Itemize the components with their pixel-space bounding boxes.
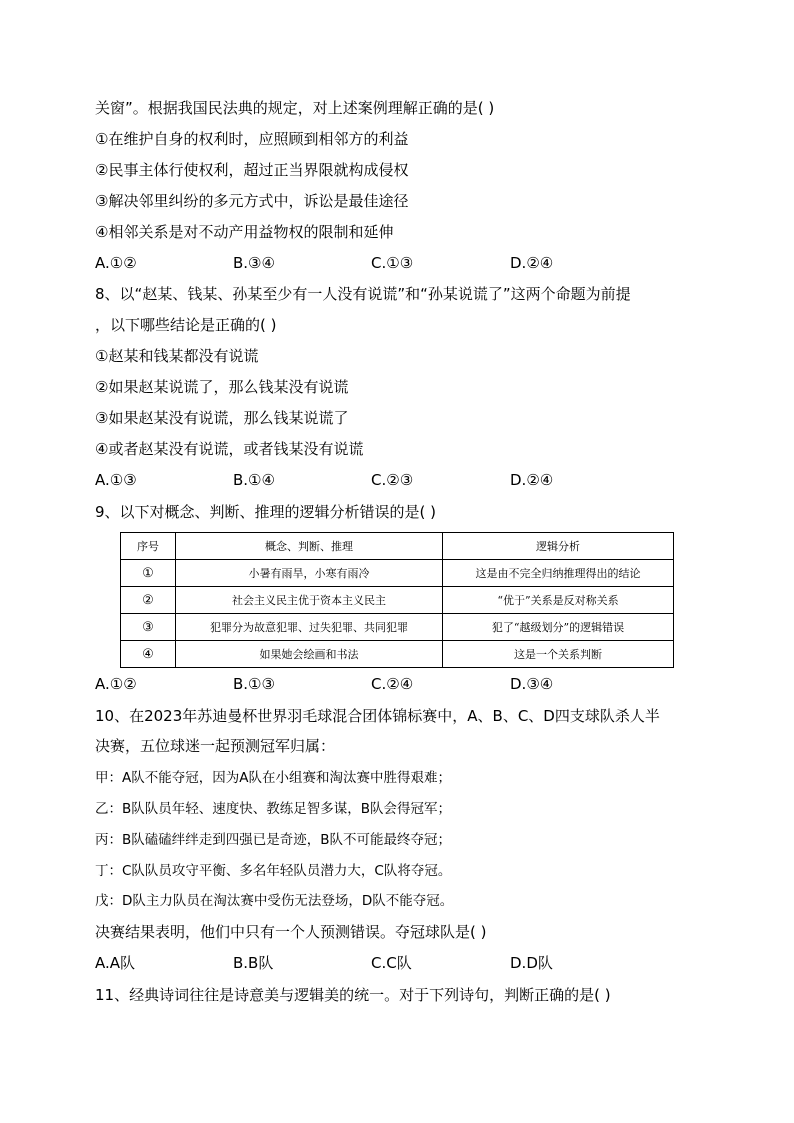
- q9-option-b: B.①③: [233, 675, 275, 693]
- q7-stem-tail: 关窗”。根据我国民法典的规定，对上述案例理解正确的是( ): [95, 99, 495, 117]
- q7-item-2: ②民事主体行使权利，超过正当界限就构成侵权: [95, 161, 409, 179]
- q8-item-2: ②如果赵某说谎了，那么钱某没有说谎: [95, 378, 349, 396]
- logic-analysis-table: [120, 532, 674, 668]
- q8-stem-line-1: 8、以“赵某、钱某、孙某至少有一人没有说谎”和“孙某说谎了”这两个命题为前提: [95, 285, 631, 303]
- table-cell-index: ③: [121, 614, 176, 641]
- q7-item-3: ③解决邻里纠纷的多元方式中，诉讼是最佳途径: [95, 192, 409, 210]
- q8-option-b: B.①④: [233, 471, 275, 489]
- q7-option-c: C.①③: [371, 254, 414, 272]
- q10-result: 决赛结果表明，他们中只有一个人预测错误。夺冠球队是( ): [95, 923, 487, 941]
- q7-option-b: B.③④: [233, 254, 275, 272]
- q7-item-1: ①在维护自身的权利时，应照顾到相邻方的利益: [95, 130, 409, 148]
- q8-stem-line-2: ，以下哪些结论是正确的( ): [95, 316, 277, 334]
- q10-prediction-wu: 戊：D队主力队员在淘汰赛中受伤无法登场，D队不能夺冠。: [95, 893, 454, 909]
- q9-option-c: C.②④: [371, 675, 414, 693]
- table-cell-statement: 犯罪分为故意犯罪、过失犯罪、共同犯罪: [176, 614, 443, 641]
- q10-option-c: C.C队: [371, 954, 412, 972]
- q10-prediction-jia: 甲：A队不能夺冠，因为A队在小组赛和淘汰赛中胜得艰难；: [95, 770, 451, 786]
- q11-stem: 11、经典诗词往往是诗意美与逻辑美的统一。对于下列诗句，判断正确的是( ): [95, 986, 611, 1004]
- table-row: [121, 641, 674, 668]
- table-cell-statement: 如果她会绘画和书法: [176, 641, 443, 668]
- table-row: [121, 560, 674, 587]
- table-cell-analysis: “优于”关系是反对称关系: [443, 587, 674, 614]
- q8-option-c: C.②③: [371, 471, 414, 489]
- table-header-row: [121, 533, 674, 560]
- table-header-statement: 概念、判断、推理: [176, 533, 443, 560]
- q10-stem-line-1: 10、在2023年苏迪曼杯世界羽毛球混合团体锦标赛中，A、B、C、D四支球队杀人半: [95, 707, 660, 725]
- table-row: [121, 587, 674, 614]
- q8-item-3: ③如果赵某没有说谎，那么钱某说谎了: [95, 409, 349, 427]
- table-cell-index: ①: [121, 560, 176, 587]
- table-cell-analysis: 这是一个关系判断: [443, 641, 674, 668]
- q9-option-a: A.①②: [95, 675, 137, 693]
- q10-stem-line-2: 决赛，五位球迷一起预测冠军归属：: [95, 737, 336, 755]
- q9-option-d: D.③④: [510, 675, 554, 693]
- q8-item-4: ④或者赵某没有说谎，或者钱某没有说谎: [95, 440, 364, 458]
- table-row: [121, 614, 674, 641]
- q10-option-d: D.D队: [510, 954, 553, 972]
- q10-prediction-yi: 乙：B队队员年轻、速度快、教练足智多谋，B队会得冠军；: [95, 801, 452, 817]
- q7-option-a: A.①②: [95, 254, 137, 272]
- table-header-index: 序号: [121, 533, 176, 560]
- q10-prediction-ding: 丁：C队队员攻守平衡、多名年轻队员潜力大，C队将夺冠。: [95, 863, 452, 879]
- q7-item-4: ④相邻关系是对不动产用益物权的限制和延伸: [95, 223, 394, 241]
- table-cell-statement: 小暑有雨旱，小寒有雨冷: [176, 560, 443, 587]
- table-cell-statement: 社会主义民主优于资本主义民主: [176, 587, 443, 614]
- q8-option-a: A.①③: [95, 471, 137, 489]
- q8-option-d: D.②④: [510, 471, 554, 489]
- table-cell-analysis: 这是由不完全归纳推理得出的结论: [443, 560, 674, 587]
- table-cell-analysis: 犯了“越级划分”的逻辑错误: [443, 614, 674, 641]
- table-cell-index: ④: [121, 641, 176, 668]
- q9-stem: 9、以下对概念、判断、推理的逻辑分析错误的是( ): [95, 503, 437, 521]
- q10-option-b: B.B队: [233, 954, 274, 972]
- q10-option-a: A.A队: [95, 954, 136, 972]
- table-cell-index: ②: [121, 587, 176, 614]
- q8-item-1: ①赵某和钱某都没有说谎: [95, 347, 259, 365]
- q10-prediction-bing: 丙：B队磕磕绊绊走到四强已是奇迹，B队不可能最终夺冠；: [95, 832, 452, 848]
- table-header-analysis: 逻辑分析: [443, 533, 674, 560]
- q7-option-d: D.②④: [510, 254, 554, 272]
